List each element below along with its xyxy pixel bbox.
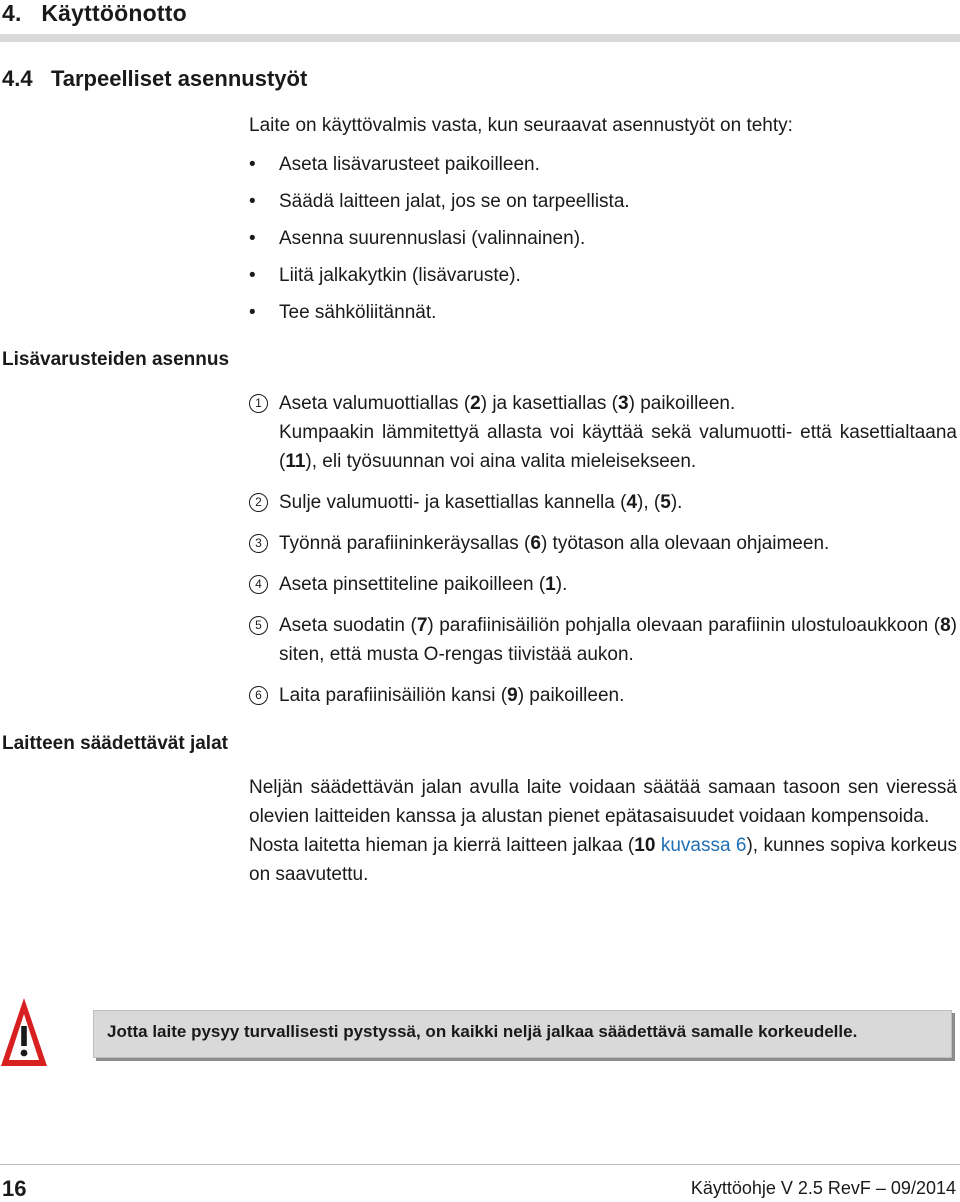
step-marker: 6 bbox=[249, 686, 268, 705]
list-item: • Asenna suurennuslasi (valinnainen). bbox=[249, 228, 586, 249]
step-marker: 5 bbox=[249, 616, 268, 635]
warning-text: Jotta laite pysyy turvallisesti pystyssä, on kaikki neljä jalkaa säädettävä samalle korkeudelle. bbox=[107, 1022, 858, 1041]
feet-description bbox=[249, 773, 957, 889]
document-info: Käyttöohje V 2.5 RevF – 09/2014 bbox=[690, 1178, 956, 1198]
intro-text: Laite on käyttövalmis vasta, kun seuraavat asennustyöt on tehty: bbox=[249, 115, 793, 136]
list-item: • Tee sähköliitännät. bbox=[249, 302, 437, 323]
list-item: • Säädä laitteen jalat, jos se on tarpeellista. bbox=[249, 191, 630, 212]
step-4: 4 Aseta pinsettiteline paikoilleen (1). bbox=[249, 570, 957, 599]
step-marker: 1 bbox=[249, 394, 268, 413]
warning-triangle-icon bbox=[0, 996, 48, 1068]
step-3: 3 Työnnä parafiininkeräysallas (6) työtason alla olevaan ohjaimeen. bbox=[249, 529, 957, 558]
chapter-name: Käyttöönotto bbox=[41, 0, 187, 26]
warning-box bbox=[93, 1010, 952, 1058]
list-item: • Liitä jalkakytkin (lisävaruste). bbox=[249, 265, 521, 286]
figure-link[interactable]: kuvassa 6 bbox=[660, 835, 747, 856]
feet-paragraph-2: Nosta laitetta hieman ja kierrä laitteen jalkaa (10 kuvassa 6), kunnes sopiva korkeus on saavutettu. bbox=[249, 835, 958, 885]
footer-rule bbox=[0, 1164, 960, 1165]
step-marker: 3 bbox=[249, 534, 268, 553]
chapter-rule bbox=[0, 34, 960, 42]
installation-list bbox=[249, 146, 949, 331]
chapter-title bbox=[2, 0, 187, 27]
step-marker: 2 bbox=[249, 493, 268, 512]
list-item: • Aseta lisävarusteet paikoilleen. bbox=[249, 154, 540, 175]
chapter-number: 4. bbox=[2, 0, 22, 26]
step-1: 1 Aseta valumuottiallas (2) ja kasettiallas (3) paikoilleen. Kumpaakin lämmitettyä allasta voi käyttää sekä valumuotti- että kasettialtaana (11), eli työsuunnan voi aina valita mieleisekseen. bbox=[249, 389, 957, 476]
feet-paragraph-1: Neljän säädettävän jalan avulla laite voidaan säätää samaan tasoon sen vieressä olevien laitteiden kanssa ja alustan pienet epätasaisuudet voidaan kompensoida. bbox=[249, 777, 957, 827]
step-2: 2 Sulje valumuotti- ja kasettiallas kannella (4), (5). bbox=[249, 488, 957, 517]
section-name: Tarpeelliset asennustyöt bbox=[50, 66, 308, 91]
step-5: 5 Aseta suodatin (7) parafiinisäiliön pohjalla olevaan parafiinin ulostuloaukkoon (8) siten, että musta O-rengas tiivistää aukon. bbox=[249, 611, 957, 669]
step-marker: 4 bbox=[249, 575, 268, 594]
feet-heading: Laitteen säädettävät jalat bbox=[2, 733, 228, 754]
accessories-heading: Lisävarusteiden asennus bbox=[2, 349, 230, 370]
step-6: 6 Laita parafiinisäiliön kansi (9) paikoilleen. bbox=[249, 681, 957, 710]
section-title bbox=[2, 66, 307, 92]
accessory-steps bbox=[249, 389, 957, 722]
section-number: 4.4 bbox=[2, 66, 33, 91]
page-number: 16 bbox=[2, 1176, 27, 1201]
